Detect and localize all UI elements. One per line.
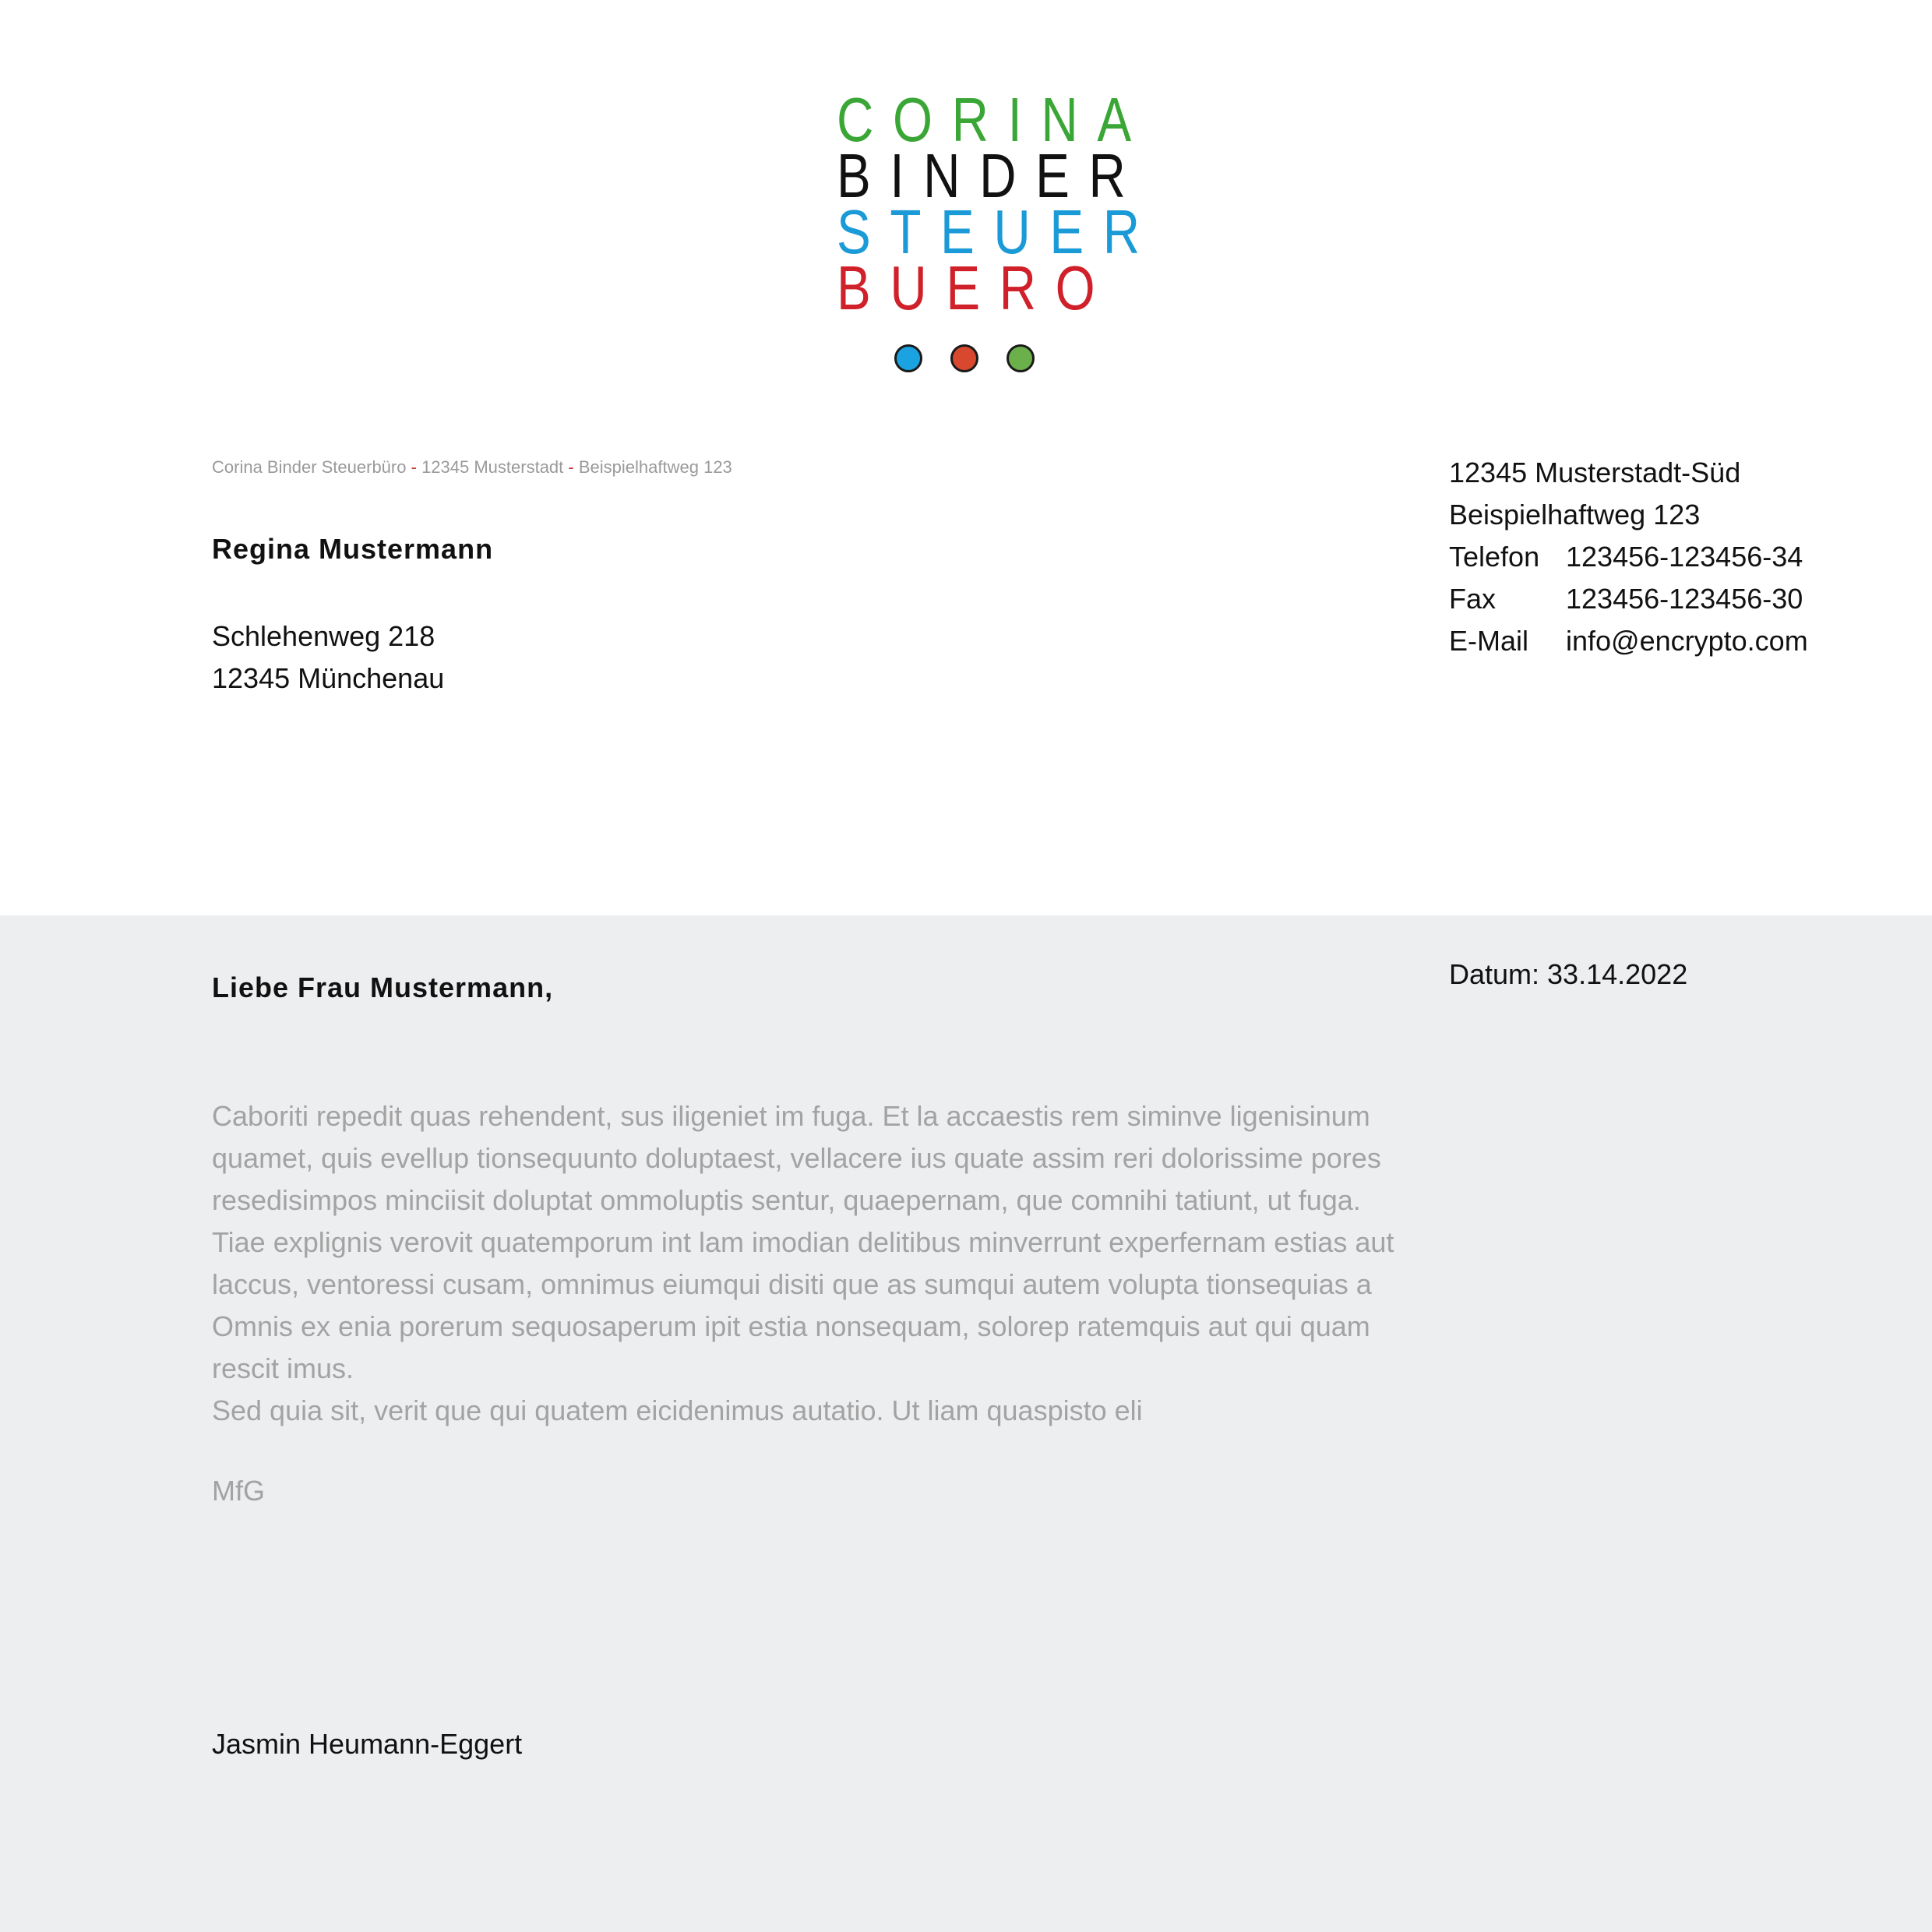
contact-block	[1449, 452, 1808, 662]
logo-dot-blue	[894, 344, 922, 372]
logo-dot-green	[1007, 344, 1035, 372]
company-logo	[837, 85, 1159, 323]
sender-separator: -	[411, 457, 417, 477]
contact-fax-row	[1449, 578, 1808, 620]
sender-return-line	[212, 457, 732, 478]
body-line: Caboriti repedit quas rehendent, sus iligeniet im fuga. Et la accaestis rem siminve ligenisinum	[212, 1100, 1370, 1132]
phone-value: 123456-123456-34	[1566, 541, 1803, 573]
body-line: Sed quia sit, verit que qui quatem eicidenimus autatio. Ut liam quaspisto eli	[212, 1394, 1143, 1426]
recipient-address	[212, 615, 444, 700]
contact-email-row	[1449, 620, 1808, 662]
sender-separator: -	[568, 457, 574, 477]
phone-label: Telefon	[1449, 541, 1540, 573]
logo-line-binder: BINDER	[837, 141, 1145, 210]
body-line: resedisimpos minciisit doluptat ommoluptis sentur, quaepernam, que comnihi tatiunt, ut fuga.	[212, 1184, 1361, 1216]
body-line: rescit imus.	[212, 1352, 354, 1384]
logo-line-corina: CORINA	[837, 85, 1151, 154]
salutation: Liebe Frau Mustermann,	[212, 971, 554, 1003]
recipient-city: 12345 Münchenau	[212, 662, 445, 694]
recipient-street: Schlehenweg 218	[212, 620, 435, 652]
logo-dot-red	[950, 344, 978, 372]
email-label: E-Mail	[1449, 625, 1529, 657]
recipient-name: Regina Mustermann	[212, 533, 494, 565]
body-line: Omnis ex enia porerum sequosaperum ipit estia nonsequam, solorep ratemquis aut qui quam	[212, 1310, 1370, 1342]
email-value: info@encrypto.com	[1566, 625, 1808, 657]
logo-line-steuer: STEUER	[837, 197, 1159, 266]
closing: MfG	[212, 1475, 265, 1507]
body-line: laccus, ventoressi cusam, omnimus eiumqui disiti que as sumqui autem volupta tionsequias a	[212, 1268, 1372, 1300]
contact-phone-row	[1449, 536, 1808, 578]
logo-line-buero: BUERO	[837, 253, 1115, 323]
body-line: Tiae explignis verovit quatemporum int lam imodian delitibus minverrunt experfernam estias aut	[212, 1226, 1394, 1258]
contact-city: 12345 Musterstadt-Süd	[1449, 457, 1741, 488]
sender-city: 12345 Musterstadt	[421, 457, 564, 477]
sender-street: Beispielhaftweg 123	[578, 457, 732, 477]
signature-name: Jasmin Heumann-Eggert	[212, 1728, 523, 1760]
letter-date: Datum: 33.14.2022	[1449, 958, 1688, 990]
letter-body-text	[212, 1095, 1394, 1432]
logo-dots	[894, 344, 1039, 372]
contact-street: Beispielhaftweg 123	[1449, 499, 1701, 531]
sender-name: Corina Binder Steuerbüro	[212, 457, 407, 477]
fax-value: 123456-123456-30	[1566, 583, 1803, 615]
body-line: quamet, quis evellup tionsequunto doluptaest, vellacere ius quate assim reri dolorissime pores	[212, 1142, 1381, 1174]
fax-label: Fax	[1449, 583, 1497, 615]
